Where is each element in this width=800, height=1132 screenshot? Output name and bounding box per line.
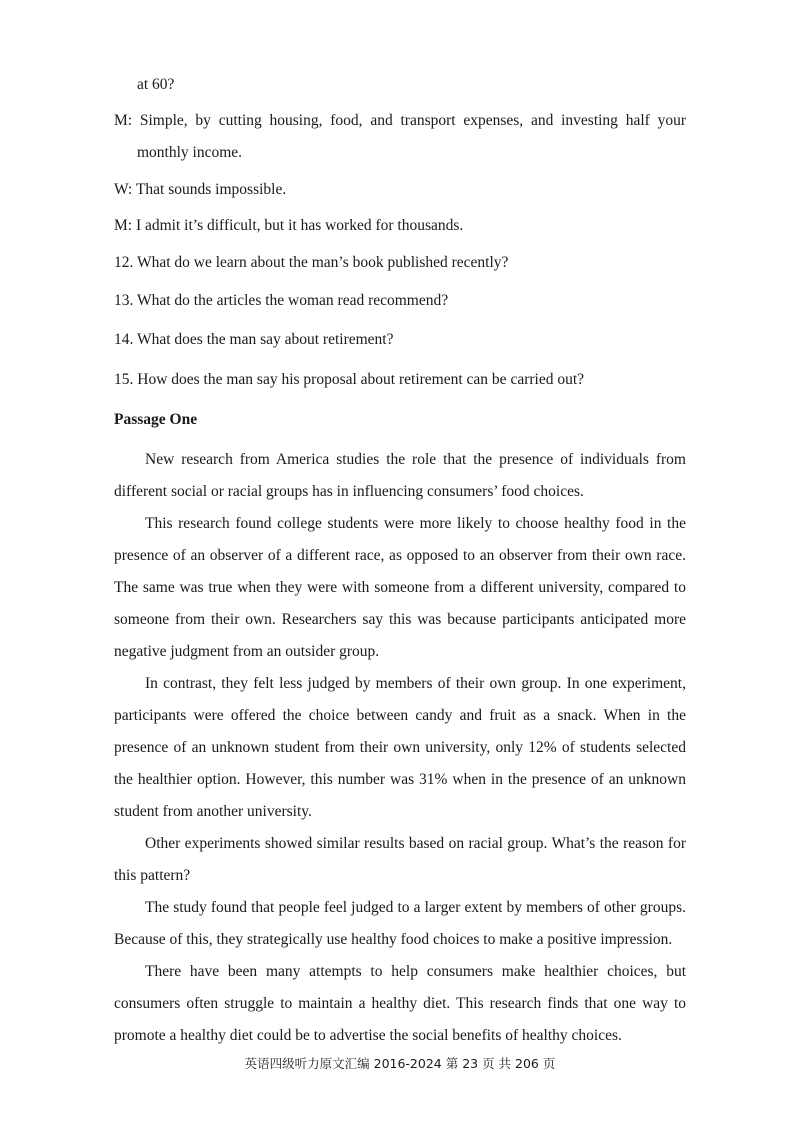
dialogue-line: M: Simple, by cutting housing, food, and transport expenses, and investing half your monthly income. [114,112,686,161]
passage-paragraph: Other experiments showed similar results based on racial group. What’s the reason for this pattern? [114,835,686,884]
question-14: 14. What does the man say about retirement? [114,331,394,348]
passage-paragraph: In contrast, they felt less judged by members of their own group. In one experiment, participants were offered the choice between candy and fruit as a snack. When in the presence of an unknown student from their own university, only 12% of students selected the healthier option. However, this number was 31% when in the presence of an unknown student from another university. [114,675,686,820]
passage-paragraph: This research found college students were more likely to choose healthy food in the presence of an observer of a different race, as opposed to an observer from their own race. The same was true when they were with someone from a different university, compared to someone from their own. Researchers say this was because participants anticipated more negative judgment from an outsider group. [114,515,686,660]
passage-paragraph: There have been many attempts to help consumers make healthier choices, but consumers often struggle to maintain a healthy diet. This research finds that one way to promote a healthy diet could be to advertise the social benefits of healthy choices. [114,963,686,1044]
passage-paragraph: The study found that people feel judged to a larger extent by members of other groups. Because of this, they strategically use healthy food choices to make a positive impression. [114,899,686,948]
question-15: 15. How does the man say his proposal about retirement can be carried out? [114,371,585,388]
passage-heading: Passage One [114,411,198,428]
dialogue-continuation: at 60? [137,76,175,93]
page-footer: 英语四级听力原文汇编 2016-2024 第 23 页 共 206 页 [244,1056,556,1071]
question-13: 13. What do the articles the woman read recommend? [114,292,449,309]
dialogue-line: M: I admit it’s difficult, but it has worked for thousands. [114,217,464,234]
question-12: 12. What do we learn about the man’s book published recently? [114,254,509,271]
passage-paragraph: New research from America studies the role that the presence of individuals from different social or racial groups has in influencing consumers’ food choices. [114,451,686,500]
dialogue-line: W: That sounds impossible. [114,181,287,198]
